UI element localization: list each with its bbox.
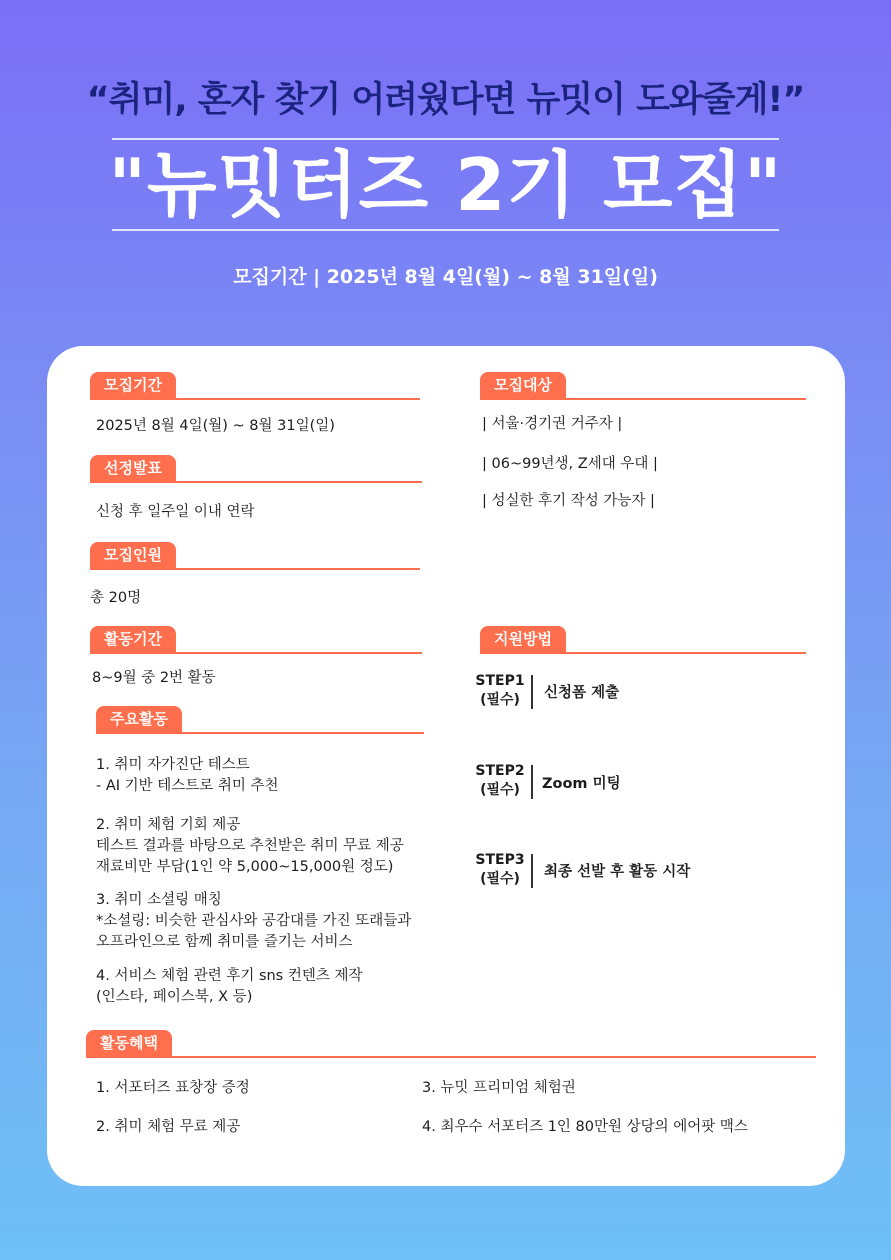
section-rule (86, 1056, 816, 1058)
section-rule (480, 398, 806, 400)
section-label-headcount: 모집인원 (90, 542, 176, 568)
apply-step-1 (472, 672, 528, 710)
section-label-announcement: 선정발표 (90, 455, 176, 481)
activity-line: 오프라인으로 함께 취미를 즐기는 서비스 (96, 934, 353, 950)
step-description: 최종 선발 후 활동 시작 (544, 864, 691, 880)
step-divider (531, 854, 533, 888)
step-description: 신청폼 제출 (544, 685, 620, 701)
section-rule (90, 398, 420, 400)
activity-item (96, 755, 279, 797)
benefit-item: 4. 최우수 서포터즈 1인 80만원 상당의 에어팟 맥스 (422, 1119, 748, 1135)
tagline: “취미, 혼자 찾기 어려웠다면 뉴밋이 도와줄게!” (86, 80, 805, 120)
step-number: STEP2 (475, 763, 525, 779)
activity-line: 4. 서비스 체험 관련 후기 sns 컨텐츠 제작 (96, 968, 363, 984)
activity-line: 3. 취미 소셜링 매칭 (96, 892, 222, 908)
activity-line: (인스타, 페이스북, X 등) (96, 989, 253, 1005)
step-required: (필수) (480, 871, 520, 887)
recruit-period-line: 모집기간 | 2025년 8월 4일(월) ~ 8월 31일(일) (233, 266, 658, 288)
section-rule (90, 568, 420, 570)
section-label-recruit-period: 모집기간 (90, 372, 176, 398)
apply-step-3 (472, 851, 528, 889)
apply-step-2 (472, 762, 528, 800)
step-divider (531, 675, 533, 709)
step-divider (531, 765, 533, 799)
target-item: | 성실한 후기 작성 가능자 | (482, 493, 655, 509)
activity-item (96, 966, 363, 1008)
section-rule (96, 732, 424, 734)
activity-line: 재료비만 부담(1인 약 5,000~15,000원 정도) (96, 859, 394, 875)
benefit-item: 2. 취미 체험 무료 제공 (96, 1119, 241, 1135)
section-label-benefits: 활동혜택 (86, 1030, 172, 1056)
activity-line: 테스트 결과를 바탕으로 추천받은 취미 무료 제공 (96, 838, 404, 854)
section-label-apply: 지원방법 (480, 626, 566, 652)
page-title: "뉴밋터즈 2기 모집" (108, 143, 783, 227)
activity-period-text: 8~9월 중 2번 활동 (92, 670, 216, 686)
section-rule (90, 652, 422, 654)
step-required: (필수) (480, 782, 520, 798)
step-description: Zoom 미팅 (542, 776, 621, 792)
section-label-activity-period: 활동기간 (90, 626, 176, 652)
step-number: STEP3 (475, 852, 525, 868)
step-number: STEP1 (475, 673, 525, 689)
target-item: | 06~99년생, Z세대 우대 | (482, 456, 658, 472)
activity-line: - AI 기반 테스트로 취미 추천 (96, 778, 279, 794)
activity-line: 2. 취미 체험 기회 제공 (96, 817, 241, 833)
headcount-text: 총 20명 (90, 590, 142, 606)
activity-item (96, 815, 404, 878)
target-item: | 서울·경기권 거주자 | (482, 416, 623, 432)
section-rule (90, 481, 422, 483)
announcement-text: 신청 후 일주일 이내 연락 (96, 504, 255, 520)
section-label-main-activities: 주요활동 (96, 706, 182, 732)
benefit-item: 1. 서포터즈 표창장 증정 (96, 1080, 250, 1096)
section-label-target: 모집대상 (480, 372, 566, 398)
activity-item (96, 890, 411, 953)
benefit-item: 3. 뉴밋 프리미엄 체험권 (422, 1080, 576, 1096)
recruit-period-text: 2025년 8월 4일(월) ~ 8월 31일(일) (96, 418, 335, 434)
activity-line: *소셜링: 비슷한 관심사와 공감대를 가진 또래들과 (96, 913, 412, 929)
section-rule (480, 652, 806, 654)
title-bottom-rule (112, 229, 779, 231)
activity-line: 1. 취미 자가진단 테스트 (96, 757, 250, 773)
step-required: (필수) (480, 692, 520, 708)
